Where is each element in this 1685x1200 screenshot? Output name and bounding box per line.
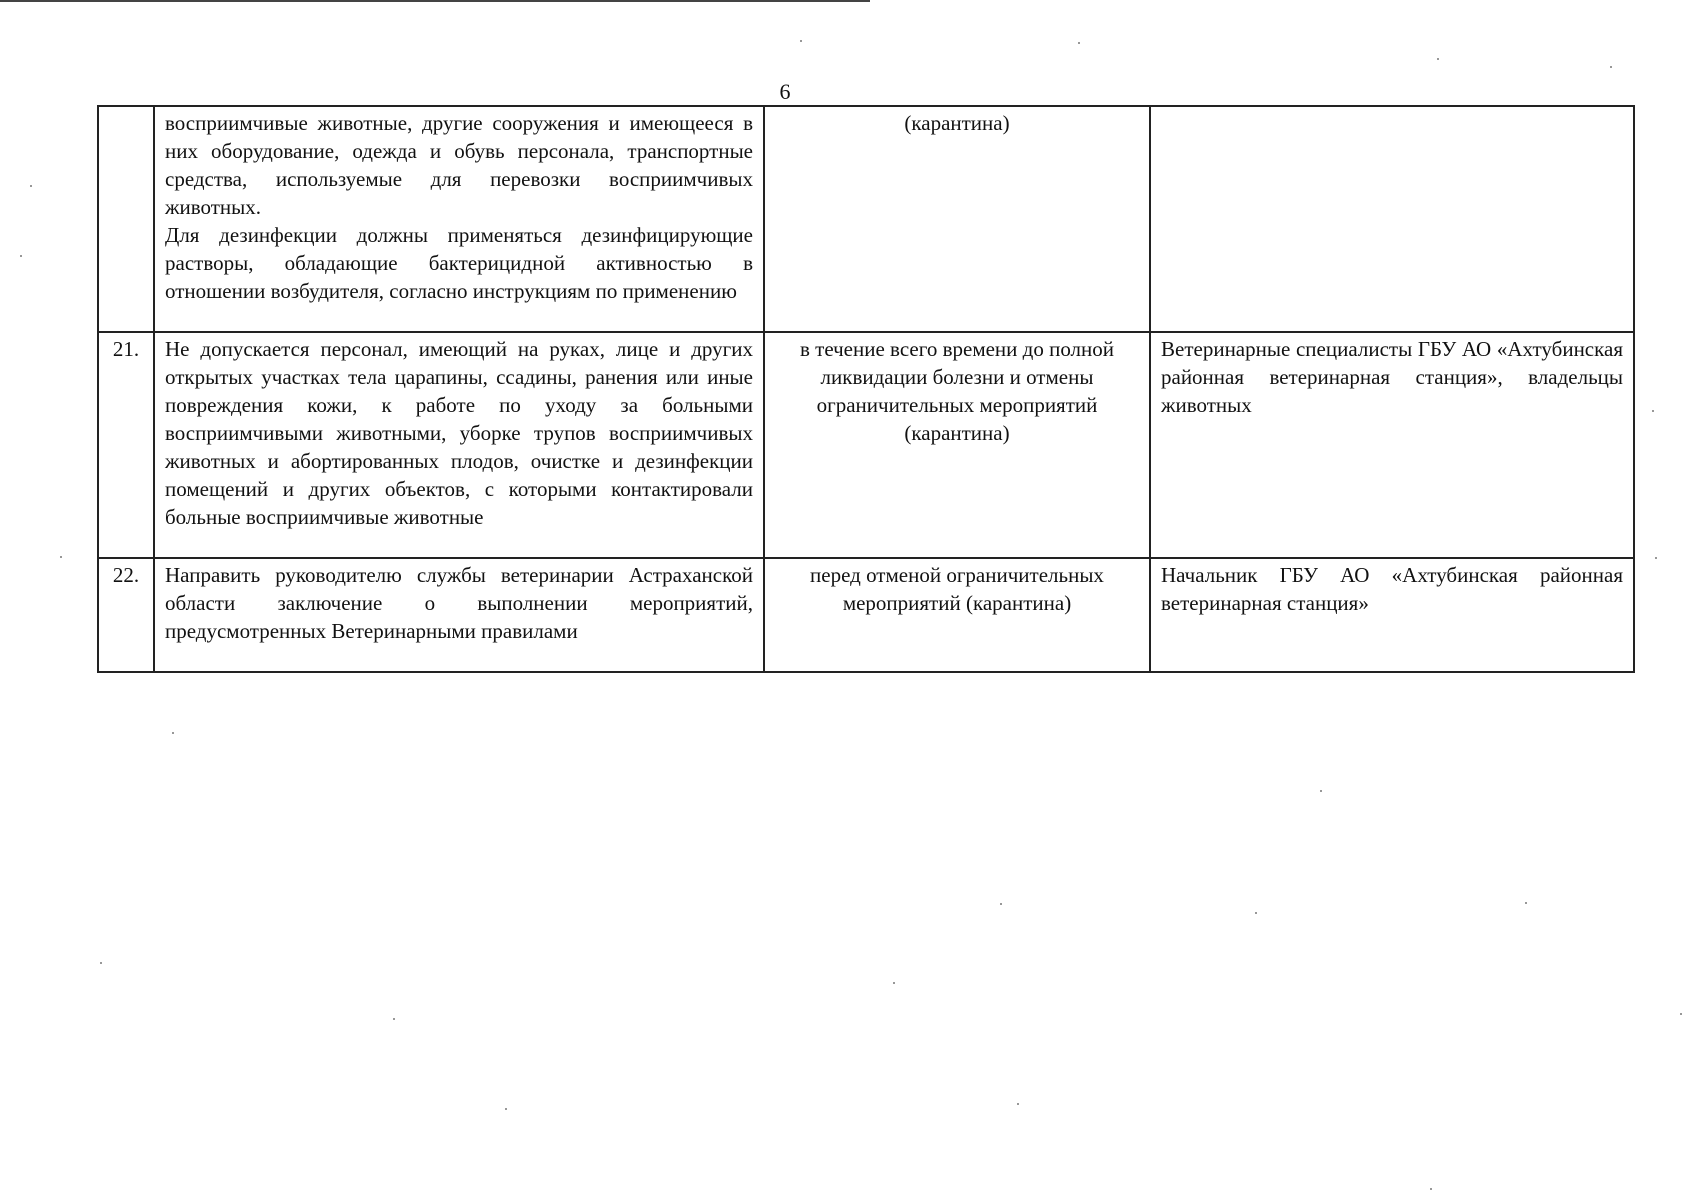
scan-speck <box>30 185 32 187</box>
row-number-cell: 22. <box>98 558 154 672</box>
scan-speck <box>1017 1103 1019 1105</box>
scan-speck <box>1652 410 1654 412</box>
scan-speck <box>505 1108 507 1110</box>
scan-speck <box>800 40 802 42</box>
measure-cell <box>154 558 764 672</box>
scan-speck <box>172 732 174 734</box>
table-row <box>98 106 1634 332</box>
scan-speck <box>60 556 62 558</box>
responsible-cell <box>1150 558 1634 672</box>
measure-cell <box>154 106 764 332</box>
measure-paragraph: Не допускается персонал, имеющий на руках, лице и других открытых участках тела царапины, ссадины, ранения или иные повреждения кожи, к работе по уходу за больными восприимчивыми животными, уборке трупов восприимчивых животных и абортированных плодов, очистке и дезинфекции помещений и других объектов, с которыми контактировали больные восприимчивые животные <box>165 337 753 529</box>
responsible-text: Начальник ГБУ АО «Ахтубинская районная ветеринарная станция» <box>1161 563 1623 615</box>
scan-speck <box>1430 1188 1432 1190</box>
term-cell: (карантина) <box>764 106 1150 332</box>
measure-paragraph: восприимчивые животные, другие сооружения и имеющееся в них оборудование, одежда и обувь персонала, транспортные средства, используемые для перевозки восприимчивых животных. <box>165 111 753 219</box>
scan-speck <box>393 1018 395 1020</box>
scan-speck <box>1610 66 1612 68</box>
responsible-text: Ветеринарные специалисты ГБУ АО «Ахтубинская районная ветеринарная станция», владельцы животных <box>1161 337 1623 417</box>
measure-paragraph: Направить руководителю службы ветеринарии Астраханской области заключение о выполнении мероприятий, предусмотренных Ветеринарными правилами <box>165 563 753 643</box>
scan-speck <box>1525 902 1527 904</box>
row-number-cell: 21. <box>98 332 154 558</box>
top-rule <box>0 0 870 2</box>
scan-speck <box>1437 58 1439 60</box>
measure-paragraph: Для дезинфекции должны применяться дезинфицирующие растворы, обладающие бактерицидной активностью в отношении возбудителя, согласно инструкциям по применению <box>165 223 753 303</box>
scan-speck <box>1255 912 1257 914</box>
measures-table <box>97 105 1635 673</box>
scan-speck <box>1655 557 1657 559</box>
responsible-cell <box>1150 332 1634 558</box>
term-cell: в течение всего времени до полной ликвидации болезни и отмены ограничительных мероприятий (карантина) <box>764 332 1150 558</box>
scan-speck <box>893 982 895 984</box>
measure-cell <box>154 332 764 558</box>
scan-speck <box>1320 790 1322 792</box>
scan-speck <box>1000 903 1002 905</box>
scan-speck <box>20 255 22 257</box>
scan-speck <box>1078 42 1080 44</box>
scan-speck <box>1680 1013 1682 1015</box>
page-number: 6 <box>779 79 791 104</box>
table-row <box>98 558 1634 672</box>
table-row <box>98 332 1634 558</box>
scan-speck <box>100 962 102 964</box>
term-cell: перед отменой ограничительных мероприятий (карантина) <box>764 558 1150 672</box>
row-number-cell <box>98 106 154 332</box>
responsible-cell <box>1150 106 1634 332</box>
